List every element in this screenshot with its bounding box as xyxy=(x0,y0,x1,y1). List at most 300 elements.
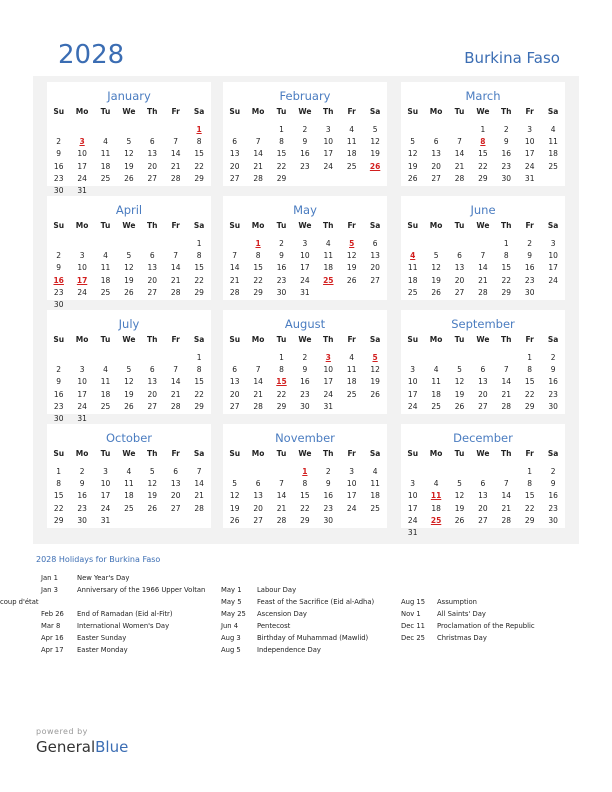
day-cell: 18 xyxy=(431,389,441,399)
day-cell: 17 xyxy=(100,491,111,501)
day-cell: 14 xyxy=(478,263,488,273)
day-cell: 17 xyxy=(77,161,87,171)
day-cell: 7 xyxy=(255,137,261,147)
day-cell: 31 xyxy=(524,173,535,183)
day-cell: 28 xyxy=(478,287,488,297)
holiday-name: End of Ramadan (Eid al-Fitr) xyxy=(77,610,173,618)
day-cell: 3 xyxy=(325,125,331,134)
day-cell: 20 xyxy=(147,389,158,399)
day-cell: 19 xyxy=(124,275,134,285)
day-cell: 23 xyxy=(53,287,64,297)
holiday-row xyxy=(221,634,374,646)
day-cell: 4 xyxy=(103,137,108,147)
day-cell: 30 xyxy=(524,287,535,297)
holiday-day-cell: 3 xyxy=(325,353,331,362)
day-cell: 12 xyxy=(407,149,418,159)
weekday-label: Mo xyxy=(251,449,265,458)
day-cell: 21 xyxy=(501,503,512,513)
day-cell: 31 xyxy=(407,528,418,537)
day-cell: 29 xyxy=(276,401,287,411)
day-cell: 14 xyxy=(194,479,204,489)
day-cell: 19 xyxy=(147,491,158,501)
weekday-label: Fr xyxy=(347,221,356,230)
holiday-date: Mar 8 xyxy=(41,622,61,630)
holiday-row xyxy=(221,586,374,598)
holiday-row xyxy=(221,646,374,658)
day-cell: 8 xyxy=(196,365,202,375)
day-cell: 2 xyxy=(56,365,62,375)
day-cell: 31 xyxy=(77,414,87,423)
day-cell: 30 xyxy=(53,300,64,309)
day-cell: 30 xyxy=(276,287,287,297)
day-cell: 7 xyxy=(173,251,179,261)
day-cell: 22 xyxy=(524,503,535,513)
holiday-date: May 1 xyxy=(221,586,242,594)
day-cell: 28 xyxy=(170,173,181,183)
day-cell: 14 xyxy=(276,491,287,501)
weekday-label: Su xyxy=(53,449,65,458)
day-cell: 15 xyxy=(53,491,64,501)
day-cell: 16 xyxy=(548,377,558,387)
day-cell: 12 xyxy=(431,263,441,273)
day-cell: 14 xyxy=(170,149,181,159)
generalblue-logo[interactable] xyxy=(36,738,128,756)
weekday-label: Tu xyxy=(276,335,287,344)
weekday-label: Sa xyxy=(547,449,559,458)
holiday-date: May 25 xyxy=(221,610,246,618)
day-cell: 14 xyxy=(253,377,263,387)
day-cell: 18 xyxy=(100,161,111,171)
weekday-label: Th xyxy=(147,107,158,116)
day-cell: 6 xyxy=(149,365,155,375)
day-cell: 7 xyxy=(173,365,179,375)
day-cell: 3 xyxy=(103,467,108,476)
day-cell: 4 xyxy=(550,125,556,134)
day-cell: 19 xyxy=(370,149,380,159)
weekday-label: Mo xyxy=(429,335,443,344)
day-cell: 25 xyxy=(124,503,134,513)
day-cell: 26 xyxy=(370,389,380,399)
day-cell: 26 xyxy=(124,287,134,297)
day-cell: 30 xyxy=(53,414,64,423)
day-cell: 9 xyxy=(56,263,62,273)
day-cell: 5 xyxy=(433,251,439,261)
day-cell: 29 xyxy=(501,287,512,297)
day-cell: 25 xyxy=(100,173,111,183)
day-cell: 3 xyxy=(550,239,556,248)
day-cell: 18 xyxy=(407,275,418,285)
day-cell: 16 xyxy=(300,377,310,387)
day-cell: 26 xyxy=(454,401,465,411)
weekday-label: Mo xyxy=(251,221,265,230)
day-cell: 29 xyxy=(300,515,310,525)
weekday-label: Th xyxy=(323,221,334,230)
day-cell: 10 xyxy=(548,251,558,261)
day-cell: 15 xyxy=(194,263,204,273)
weekday-label: Th xyxy=(323,107,334,116)
month-name: July xyxy=(118,317,140,331)
day-cell: 24 xyxy=(548,275,558,285)
day-cell: 13 xyxy=(147,263,158,273)
day-cell: 23 xyxy=(548,389,558,399)
weekday-label: Tu xyxy=(100,449,111,458)
day-cell: 20 xyxy=(478,503,488,513)
holiday-name: Pentecost xyxy=(257,622,291,630)
holidays-title: 2028 Holidays for Burkina Faso xyxy=(36,555,161,564)
day-cell: 20 xyxy=(147,161,158,171)
month-name: September xyxy=(451,317,515,331)
month-february xyxy=(223,82,387,186)
day-cell: 28 xyxy=(194,503,204,513)
day-cell: 1 xyxy=(56,467,62,476)
weekday-label: We xyxy=(476,107,490,116)
weekday-label: Fr xyxy=(171,221,180,230)
day-cell: 21 xyxy=(170,275,181,285)
day-cell: 5 xyxy=(232,479,238,489)
day-cell: 21 xyxy=(478,275,488,285)
powered-by-text: powered by xyxy=(36,727,88,736)
day-cell: 10 xyxy=(77,377,87,387)
day-cell: 28 xyxy=(253,173,263,183)
day-cell: 7 xyxy=(503,365,509,375)
holiday-day-cell: 5 xyxy=(349,239,355,248)
day-cell: 1 xyxy=(279,125,284,134)
day-cell: 14 xyxy=(229,263,240,273)
weekday-label: Su xyxy=(53,335,65,344)
day-cell: 30 xyxy=(323,515,334,525)
day-cell: 11 xyxy=(346,365,357,375)
day-cell: 4 xyxy=(349,353,355,362)
day-cell: 23 xyxy=(323,503,334,513)
day-cell: 3 xyxy=(410,365,416,375)
day-cell: 2 xyxy=(56,251,62,261)
day-cell: 29 xyxy=(524,401,535,411)
day-cell: 16 xyxy=(276,263,287,273)
month-may xyxy=(223,196,387,300)
day-cell: 20 xyxy=(370,263,380,273)
day-cell: 9 xyxy=(56,149,62,159)
day-cell: 15 xyxy=(501,263,512,273)
holiday-row xyxy=(401,610,535,622)
holiday-day-cell: 11 xyxy=(430,491,442,501)
weekday-label: Tu xyxy=(276,221,287,230)
day-cell: 16 xyxy=(323,491,334,501)
weekday-label: Fr xyxy=(525,221,534,230)
day-cell: 9 xyxy=(279,251,284,261)
day-cell: 5 xyxy=(457,479,462,489)
day-cell: 4 xyxy=(325,239,331,248)
weekday-label: We xyxy=(298,221,312,230)
holiday-row xyxy=(401,598,535,610)
month-april xyxy=(47,196,211,309)
day-cell: 25 xyxy=(100,287,111,297)
weekday-label: Mo xyxy=(75,449,89,458)
day-cell: 9 xyxy=(325,479,331,489)
holiday-row xyxy=(41,622,205,634)
day-cell: 1 xyxy=(196,353,202,362)
day-cell: 25 xyxy=(346,161,357,171)
holiday-name: Proclamation of the Republic xyxy=(437,622,535,630)
day-cell: 9 xyxy=(527,251,533,261)
holiday-name: New Year's Day xyxy=(77,574,130,582)
day-cell: 21 xyxy=(253,161,263,171)
holiday-column-3 xyxy=(401,598,535,646)
day-cell: 23 xyxy=(300,161,310,171)
day-cell: 7 xyxy=(232,251,238,261)
day-cell: 2 xyxy=(550,467,556,476)
day-cell: 29 xyxy=(524,515,535,525)
day-cell: 15 xyxy=(194,377,204,387)
weekday-label: Fr xyxy=(171,335,180,344)
day-cell: 7 xyxy=(255,365,261,375)
day-cell: 7 xyxy=(196,467,202,476)
month-name: June xyxy=(470,203,496,217)
weekday-label: Tu xyxy=(100,335,111,344)
day-cell: 28 xyxy=(501,515,512,525)
day-cell: 26 xyxy=(346,275,357,285)
day-cell: 24 xyxy=(77,287,87,297)
day-cell: 17 xyxy=(323,149,334,159)
day-cell: 3 xyxy=(79,251,85,261)
day-cell: 13 xyxy=(170,479,181,489)
day-cell: 13 xyxy=(229,377,240,387)
holiday-name: Christmas Day xyxy=(437,634,487,642)
holiday-row xyxy=(221,598,374,610)
day-cell: 25 xyxy=(100,401,111,411)
day-cell: 12 xyxy=(454,491,465,501)
day-cell: 27 xyxy=(478,515,488,525)
weekday-label: Fr xyxy=(525,449,534,458)
holiday-name: Easter Monday xyxy=(77,646,128,654)
month-name: October xyxy=(105,431,153,445)
holiday-date: Feb 26 xyxy=(41,610,64,618)
day-cell: 4 xyxy=(103,365,108,375)
holiday-name: Easter Sunday xyxy=(77,634,127,642)
day-cell: 27 xyxy=(454,287,465,297)
day-cell: 28 xyxy=(253,401,263,411)
day-cell: 18 xyxy=(100,275,111,285)
day-cell: 16 xyxy=(524,263,535,273)
day-cell: 16 xyxy=(548,491,558,501)
weekday-label: Mo xyxy=(429,221,443,230)
holiday-date: Aug 5 xyxy=(221,646,241,654)
holiday-date: Dec 25 xyxy=(401,634,425,642)
day-cell: 10 xyxy=(100,479,111,489)
holiday-column-1 xyxy=(0,574,206,658)
day-cell: 28 xyxy=(501,401,512,411)
day-cell: 8 xyxy=(279,365,284,375)
day-cell: 28 xyxy=(276,515,287,525)
holiday-row xyxy=(401,634,535,646)
day-cell: 4 xyxy=(433,365,439,375)
day-cell: 13 xyxy=(147,377,158,387)
day-cell: 15 xyxy=(524,491,535,501)
weekday-label: Sa xyxy=(369,221,381,230)
day-cell: 3 xyxy=(410,479,416,489)
day-cell: 30 xyxy=(548,401,558,411)
day-cell: 20 xyxy=(147,275,158,285)
month-name: April xyxy=(115,203,143,217)
holiday-date: Jan 3 xyxy=(41,586,58,594)
weekday-label: Tu xyxy=(454,221,465,230)
day-cell: 18 xyxy=(323,263,334,273)
day-cell: 25 xyxy=(431,401,441,411)
day-cell: 2 xyxy=(550,353,556,362)
weekday-label: Mo xyxy=(429,107,443,116)
day-cell: 22 xyxy=(194,389,204,399)
day-cell: 6 xyxy=(480,479,486,489)
holiday-day-cell: 25 xyxy=(323,275,334,285)
day-cell: 6 xyxy=(372,239,378,248)
weekday-label: Th xyxy=(501,335,512,344)
day-cell: 13 xyxy=(147,149,158,159)
holiday-date: Jun 4 xyxy=(221,622,239,630)
day-cell: 29 xyxy=(194,287,204,297)
holiday-row xyxy=(41,610,205,622)
holiday-row xyxy=(221,610,374,622)
year-title: 2028 xyxy=(58,40,125,70)
day-cell: 23 xyxy=(501,161,512,171)
day-cell: 27 xyxy=(147,287,158,297)
holiday-date: Jan 1 xyxy=(41,574,58,582)
month-name: November xyxy=(275,431,335,445)
day-cell: 22 xyxy=(276,161,287,171)
day-cell: 28 xyxy=(170,287,181,297)
day-cell: 2 xyxy=(503,125,509,134)
holiday-name: Feast of the Sacrifice (Eid al-Adha) xyxy=(257,598,375,606)
weekday-label: Tu xyxy=(454,107,465,116)
day-cell: 1 xyxy=(279,353,284,362)
day-cell: 23 xyxy=(77,503,87,513)
weekday-label: Su xyxy=(229,221,241,230)
weekday-label: Tu xyxy=(100,221,111,230)
day-cell: 19 xyxy=(431,275,441,285)
holiday-row xyxy=(41,574,205,586)
day-cell: 9 xyxy=(302,365,308,375)
holiday-row xyxy=(0,598,205,610)
holiday-date: Aug 15 xyxy=(401,598,426,606)
weekday-label: Sa xyxy=(547,335,559,344)
holiday-name: International Women's Day xyxy=(77,622,170,630)
holiday-day-cell: 5 xyxy=(372,353,378,362)
day-cell: 14 xyxy=(501,491,512,501)
day-cell: 22 xyxy=(501,275,512,285)
day-cell: 23 xyxy=(548,503,558,513)
day-cell: 2 xyxy=(302,353,308,362)
holiday-day-cell: 17 xyxy=(76,275,88,285)
holiday-date: Aug 3 xyxy=(221,634,241,642)
weekday-label: Sa xyxy=(547,221,559,230)
day-cell: 2 xyxy=(302,125,308,134)
day-cell: 5 xyxy=(457,365,462,375)
day-cell: 21 xyxy=(170,161,181,171)
day-cell: 27 xyxy=(147,173,158,183)
weekday-label: Tu xyxy=(454,449,465,458)
day-cell: 29 xyxy=(276,173,287,183)
day-cell: 23 xyxy=(53,173,64,183)
day-cell: 20 xyxy=(454,275,465,285)
day-cell: 30 xyxy=(501,173,512,183)
day-cell: 20 xyxy=(170,491,181,501)
day-cell: 3 xyxy=(527,125,533,134)
day-cell: 1 xyxy=(196,239,202,248)
day-cell: 2 xyxy=(56,137,62,147)
day-cell: 20 xyxy=(229,161,240,171)
day-cell: 18 xyxy=(548,149,558,159)
day-cell: 3 xyxy=(79,365,85,375)
day-cell: 9 xyxy=(79,479,85,489)
day-cell: 5 xyxy=(126,137,132,147)
weekday-label: Sa xyxy=(193,449,205,458)
weekday-label: We xyxy=(298,449,312,458)
day-cell: 18 xyxy=(431,503,441,513)
weekday-label: Sa xyxy=(193,335,205,344)
day-cell: 10 xyxy=(300,251,310,261)
day-cell: 10 xyxy=(77,149,87,159)
weekday-label: Fr xyxy=(347,335,356,344)
day-cell: 8 xyxy=(196,251,202,261)
day-cell: 8 xyxy=(196,137,202,147)
day-cell: 4 xyxy=(372,467,378,476)
day-cell: 18 xyxy=(100,389,111,399)
day-cell: 10 xyxy=(346,479,357,489)
day-cell: 26 xyxy=(229,515,240,525)
day-cell: 11 xyxy=(548,137,558,147)
day-cell: 25 xyxy=(407,287,418,297)
day-cell: 21 xyxy=(253,389,263,399)
day-cell: 18 xyxy=(370,491,380,501)
holiday-column-2 xyxy=(221,586,374,658)
day-cell: 6 xyxy=(173,467,179,476)
weekday-label: Fr xyxy=(347,449,356,458)
day-cell: 7 xyxy=(173,137,179,147)
day-cell: 19 xyxy=(407,161,418,171)
holiday-row xyxy=(41,586,205,598)
month-name: March xyxy=(465,89,501,103)
day-cell: 30 xyxy=(548,515,558,525)
weekday-label: Fr xyxy=(525,335,534,344)
day-cell: 19 xyxy=(229,503,240,513)
weekday-label: Mo xyxy=(251,335,265,344)
holiday-date: Apr 17 xyxy=(41,646,64,654)
month-name: August xyxy=(284,317,326,331)
day-cell: 21 xyxy=(501,389,512,399)
day-cell: 5 xyxy=(126,365,132,375)
day-cell: 12 xyxy=(124,149,134,159)
day-cell: 23 xyxy=(276,275,287,285)
day-cell: 12 xyxy=(124,263,134,273)
day-cell: 27 xyxy=(253,515,263,525)
day-cell: 26 xyxy=(124,401,134,411)
weekday-label: Su xyxy=(229,107,241,116)
day-cell: 28 xyxy=(229,287,240,297)
weekday-label: Sa xyxy=(547,107,559,116)
month-march xyxy=(401,82,565,186)
day-cell: 23 xyxy=(300,389,310,399)
day-cell: 9 xyxy=(503,137,509,147)
day-cell: 8 xyxy=(255,251,261,261)
day-cell: 4 xyxy=(433,479,439,489)
weekday-label: Su xyxy=(407,107,419,116)
weekday-label: Su xyxy=(229,335,241,344)
day-cell: 23 xyxy=(53,401,64,411)
day-cell: 12 xyxy=(370,137,380,147)
month-october xyxy=(47,424,211,528)
holiday-name: Birthday of Muhammad (Mawlid) xyxy=(257,634,369,642)
day-cell: 17 xyxy=(77,389,87,399)
holiday-name: Anniversary of the 1966 Upper Voltan xyxy=(77,586,206,594)
day-cell: 4 xyxy=(349,125,355,134)
